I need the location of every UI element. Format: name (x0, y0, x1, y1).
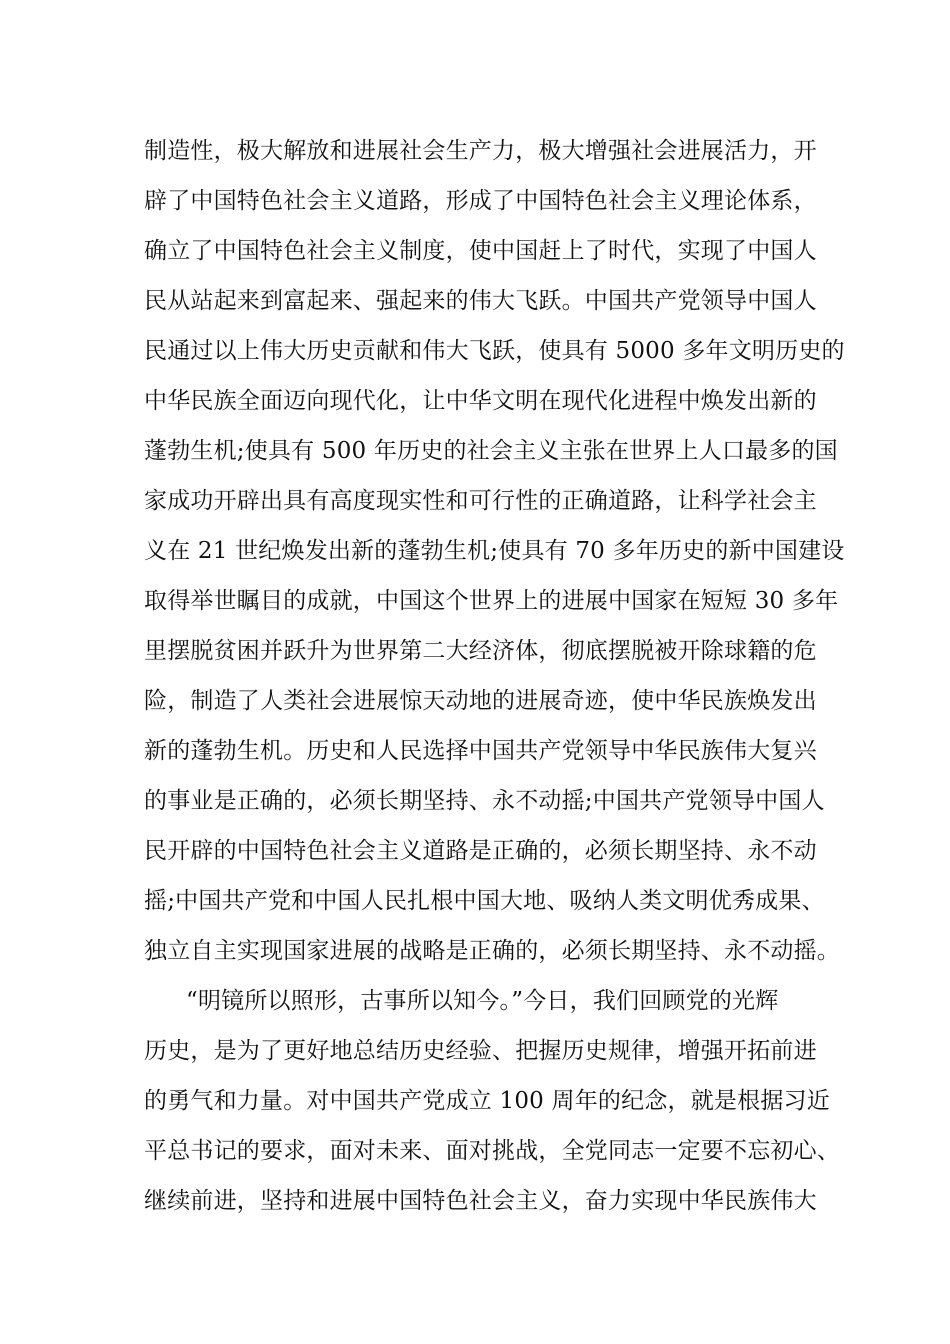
text-line: 义在 21 世纪焕发出新的蓬勃生机;使具有 70 多年历史的新中国建设 (144, 538, 845, 564)
text-line: 新的蓬勃生机。历史和人民选择中国共产党领导中华民族伟大复兴 (144, 738, 817, 764)
text-line: 的勇气和力量。对中国共产党成立 100 周年的纪念，就是根据习近 (144, 1088, 830, 1114)
paragraph-first-line: “明镜所以照形，古事所以知今。”今日，我们回顾党的光辉 (186, 988, 779, 1014)
text-line: 险，制造了人类社会进展惊天动地的进展奇迹，使中华民族焕发出 (144, 688, 817, 714)
text-line: 历史，是为了更好地总结历史经验、把握历史规律，增强开拓前进 (144, 1038, 817, 1064)
text-line: 中华民族全面迈向现代化，让中华文明在现代化进程中焕发出新的 (144, 388, 817, 414)
text-line: 确立了中国特色社会主义制度，使中国赶上了时代，实现了中国人 (144, 238, 817, 264)
text-line: 制造性，极大解放和进展社会生产力，极大增强社会进展活力，开 (144, 138, 817, 164)
text-line: 摇;中国共产党和中国人民扎根中国大地、吸纳人类文明优秀成果、 (144, 888, 825, 914)
text-line: 辟了中国特色社会主义道路，形成了中国特色社会主义理论体系， (144, 188, 817, 214)
text-line: 继续前进，坚持和进展中国特色社会主义，奋力实现中华民族伟大 (144, 1188, 817, 1214)
text-line: 民从站起来到富起来、强起来的伟大飞跃。中国共产党领导中国人 (144, 288, 817, 314)
text-line: 蓬勃生机;使具有 500 年历史的社会主义主张在世界上人口最多的国 (144, 438, 838, 464)
text-line: 取得举世瞩目的成就，中国这个世界上的进展中国家在短短 30 多年 (144, 588, 839, 614)
text-line: 独立自主实现国家进展的战略是正确的，必须长期坚持、永不动摇。 (144, 938, 840, 964)
text-line: 里摆脱贫困并跃升为世界第二大经济体，彻底摆脱被开除球籍的危 (144, 638, 817, 664)
text-line: 民开辟的中国特色社会主义道路是正确的，必须长期坚持、永不动 (144, 838, 817, 864)
text-line: 的事业是正确的，必须长期坚持、永不动摇;中国共产党领导中国人 (144, 788, 825, 814)
text-line: 平总书记的要求，面对未来、面对挑战，全党同志一定要不忘初心、 (144, 1138, 840, 1164)
text-line: 民通过以上伟大历史贡献和伟大飞跃，使具有 5000 多年文明历史的 (144, 338, 845, 364)
text-line: 家成功开辟出具有高度现实性和可行性的正确道路，让科学社会主 (144, 488, 817, 514)
